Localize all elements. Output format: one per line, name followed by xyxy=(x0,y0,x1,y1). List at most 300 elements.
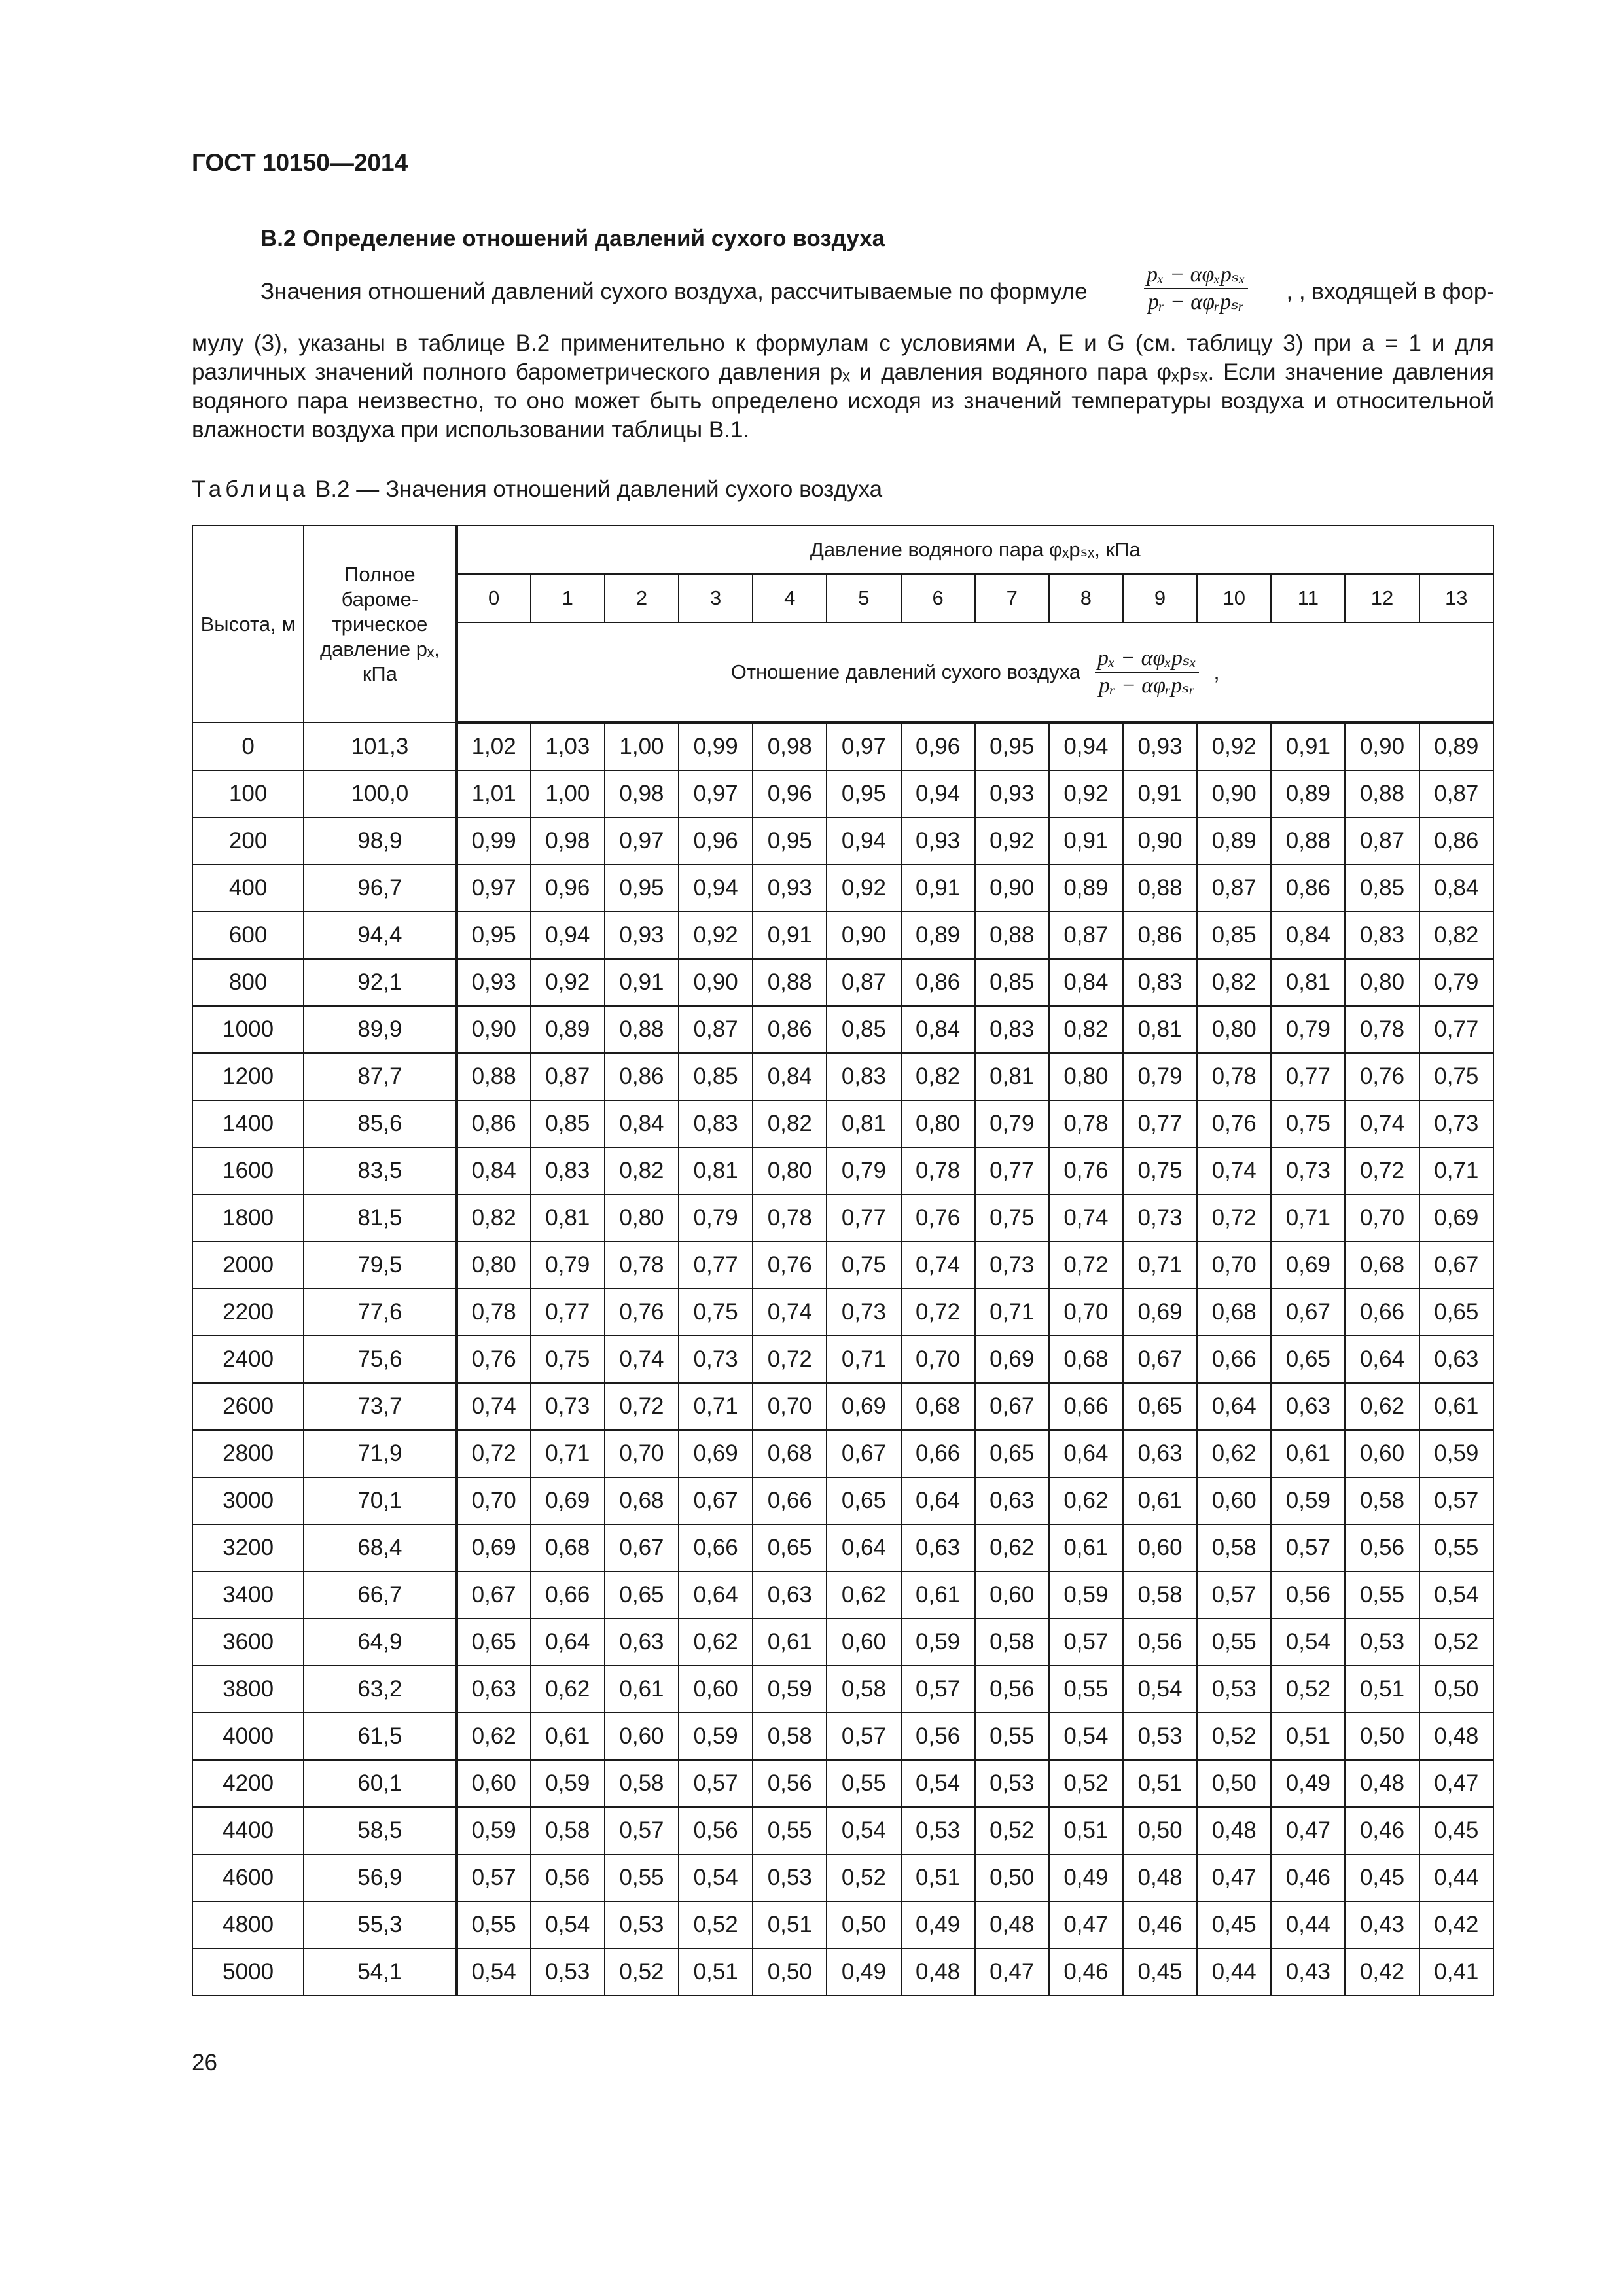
ratio-cell: 0,99 xyxy=(457,817,531,865)
ratio-cell: 0,57 xyxy=(901,1666,975,1713)
total-pressure-cell: 58,5 xyxy=(304,1807,456,1854)
ratio-cell: 0,48 xyxy=(1345,1760,1419,1807)
height-cell: 800 xyxy=(192,959,304,1006)
ratio-cell: 0,78 xyxy=(1197,1053,1271,1100)
ratio-cell: 0,58 xyxy=(975,1619,1049,1666)
ratio-cell: 0,76 xyxy=(901,1194,975,1242)
total-pressure-cell: 79,5 xyxy=(304,1242,456,1289)
ratio-cell: 0,78 xyxy=(1049,1100,1123,1147)
ratio-cell: 0,52 xyxy=(605,1948,679,1996)
ratio-cell: 0,70 xyxy=(901,1336,975,1383)
height-cell: 3600 xyxy=(192,1619,304,1666)
table-row xyxy=(192,1289,1493,1336)
ratio-cell: 0,45 xyxy=(1197,1901,1271,1948)
ratio-cell: 0,85 xyxy=(1197,912,1271,959)
ratio-cell: 0,93 xyxy=(1123,723,1197,770)
ratio-cell: 0,87 xyxy=(1197,865,1271,912)
height-cell: 4000 xyxy=(192,1713,304,1760)
ratio-cell: 0,69 xyxy=(531,1477,605,1524)
ratio-cell: 0,81 xyxy=(827,1100,901,1147)
ratio-cell: 0,65 xyxy=(753,1524,827,1571)
ratio-formula xyxy=(1095,645,1199,699)
height-cell: 4200 xyxy=(192,1760,304,1807)
table-row xyxy=(192,770,1493,817)
vapor-pressure-header-cell: 9 xyxy=(1123,574,1197,622)
ratio-cell: 0,52 xyxy=(1197,1713,1271,1760)
ratio-cell: 0,75 xyxy=(827,1242,901,1289)
table-row xyxy=(192,1619,1493,1666)
ratio-cell: 0,78 xyxy=(753,1194,827,1242)
ratio-cell: 0,90 xyxy=(975,865,1049,912)
total-pressure-cell: 92,1 xyxy=(304,959,456,1006)
ratio-cell: 0,55 xyxy=(1049,1666,1123,1713)
total-pressure-cell: 60,1 xyxy=(304,1760,456,1807)
ratio-cell: 0,82 xyxy=(1049,1006,1123,1053)
ratio-cell: 0,82 xyxy=(1419,912,1493,959)
table-row xyxy=(192,912,1493,959)
ratio-cell: 0,79 xyxy=(1271,1006,1345,1053)
ratio-cell: 0,68 xyxy=(1049,1336,1123,1383)
ratio-cell: 0,63 xyxy=(1271,1383,1345,1430)
ratio-cell: 0,65 xyxy=(457,1619,531,1666)
ratio-cell: 0,57 xyxy=(679,1760,753,1807)
ratio-cell: 0,58 xyxy=(753,1713,827,1760)
ratio-cell: 0,82 xyxy=(901,1053,975,1100)
ratio-cell: 0,66 xyxy=(679,1524,753,1571)
ratio-cell: 0,83 xyxy=(679,1100,753,1147)
ratio-cell: 0,92 xyxy=(1197,723,1271,770)
total-pressure-cell: 55,3 xyxy=(304,1901,456,1948)
ratio-cell: 0,66 xyxy=(1049,1383,1123,1430)
ratio-cell: 0,73 xyxy=(1419,1100,1493,1147)
ratio-cell: 0,60 xyxy=(457,1760,531,1807)
ratio-cell: 0,45 xyxy=(1345,1854,1419,1901)
ratio-cell: 0,77 xyxy=(1123,1100,1197,1147)
ratio-cell: 0,57 xyxy=(1271,1524,1345,1571)
ratio-cell: 0,83 xyxy=(1345,912,1419,959)
header-total-pressure: Полное бароме-трическое давление pₓ, кПа xyxy=(304,526,456,723)
ratio-cell: 0,54 xyxy=(901,1760,975,1807)
ratio-cell: 0,86 xyxy=(901,959,975,1006)
height-cell: 2400 xyxy=(192,1336,304,1383)
vapor-pressure-header-cell: 13 xyxy=(1419,574,1493,622)
ratio-cell: 0,52 xyxy=(679,1901,753,1948)
ratio-cell: 0,60 xyxy=(975,1571,1049,1619)
ratio-cell: 0,80 xyxy=(605,1194,679,1242)
ratio-cell: 0,78 xyxy=(457,1289,531,1336)
ratio-cell: 0,67 xyxy=(457,1571,531,1619)
ratio-cell: 0,62 xyxy=(1345,1383,1419,1430)
ratio-cell: 0,62 xyxy=(457,1713,531,1760)
ratio-cell: 0,92 xyxy=(679,912,753,959)
ratio-cell: 0,89 xyxy=(901,912,975,959)
ratio-cell: 0,47 xyxy=(1271,1807,1345,1854)
ratio-cell: 0,76 xyxy=(1345,1053,1419,1100)
ratio-cell: 0,48 xyxy=(975,1901,1049,1948)
ratio-cell: 0,62 xyxy=(975,1524,1049,1571)
ratio-cell: 0,67 xyxy=(1271,1289,1345,1336)
ratio-cell: 0,68 xyxy=(1345,1242,1419,1289)
ratio-cell: 0,69 xyxy=(827,1383,901,1430)
ratio-cell: 0,95 xyxy=(457,912,531,959)
ratio-cell: 0,45 xyxy=(1123,1948,1197,1996)
ratio-cell: 0,62 xyxy=(827,1571,901,1619)
height-cell: 3400 xyxy=(192,1571,304,1619)
ratio-cell: 0,76 xyxy=(1049,1147,1123,1194)
ratio-cell: 0,57 xyxy=(1419,1477,1493,1524)
ratio-cell: 0,87 xyxy=(1049,912,1123,959)
ratio-cell: 0,98 xyxy=(605,770,679,817)
table-row xyxy=(192,817,1493,865)
table-row xyxy=(192,959,1493,1006)
vapor-pressure-header-cell: 6 xyxy=(901,574,975,622)
ratio-cell: 0,65 xyxy=(1123,1383,1197,1430)
ratio-cell: 0,85 xyxy=(975,959,1049,1006)
height-cell: 3800 xyxy=(192,1666,304,1713)
ratio-cell: 0,64 xyxy=(679,1571,753,1619)
ratio-cell: 0,67 xyxy=(679,1477,753,1524)
ratio-cell: 0,66 xyxy=(753,1477,827,1524)
ratio-cell: 0,84 xyxy=(1419,865,1493,912)
ratio-cell: 0,89 xyxy=(1049,865,1123,912)
ratio-cell: 0,90 xyxy=(1197,770,1271,817)
ratio-numerator: pₓ − αφₓpₛₓ xyxy=(1095,645,1199,673)
ratio-cell: 0,77 xyxy=(827,1194,901,1242)
ratio-cell: 0,98 xyxy=(753,723,827,770)
header-height: Высота, м xyxy=(192,526,304,723)
ratio-cell: 0,52 xyxy=(827,1854,901,1901)
pressure-ratio-table xyxy=(192,525,1494,1996)
ratio-cell: 0,71 xyxy=(679,1383,753,1430)
ratio-cell: 0,96 xyxy=(753,770,827,817)
ratio-suffix: , xyxy=(1213,659,1220,685)
ratio-cell: 0,86 xyxy=(1123,912,1197,959)
ratio-cell: 0,55 xyxy=(753,1807,827,1854)
table-row xyxy=(192,1053,1493,1100)
ratio-cell: 0,58 xyxy=(531,1807,605,1854)
ratio-cell: 0,79 xyxy=(1123,1053,1197,1100)
ratio-cell: 0,48 xyxy=(1197,1807,1271,1854)
ratio-cell: 0,84 xyxy=(753,1053,827,1100)
height-cell: 0 xyxy=(192,723,304,770)
vapor-pressure-header-cell: 12 xyxy=(1345,574,1419,622)
ratio-cell: 0,72 xyxy=(753,1336,827,1383)
ratio-cell: 0,57 xyxy=(1049,1619,1123,1666)
ratio-cell: 1,02 xyxy=(457,723,531,770)
total-pressure-cell: 98,9 xyxy=(304,817,456,865)
ratio-cell: 0,97 xyxy=(457,865,531,912)
height-cell: 4400 xyxy=(192,1807,304,1854)
ratio-cell: 0,69 xyxy=(1271,1242,1345,1289)
ratio-cell: 0,54 xyxy=(1271,1619,1345,1666)
document-header: ГОСТ 10150—2014 xyxy=(192,149,408,176)
ratio-cell: 0,62 xyxy=(1197,1430,1271,1477)
height-cell: 2800 xyxy=(192,1430,304,1477)
ratio-cell: 0,97 xyxy=(679,770,753,817)
ratio-cell: 0,74 xyxy=(1049,1194,1123,1242)
ratio-cell: 0,59 xyxy=(1049,1571,1123,1619)
ratio-cell: 0,73 xyxy=(1271,1147,1345,1194)
ratio-cell: 0,86 xyxy=(605,1053,679,1100)
ratio-cell: 0,67 xyxy=(975,1383,1049,1430)
ratio-cell: 0,88 xyxy=(457,1053,531,1100)
total-pressure-cell: 100,0 xyxy=(304,770,456,817)
ratio-cell: 0,48 xyxy=(1123,1854,1197,1901)
ratio-cell: 0,53 xyxy=(975,1760,1049,1807)
ratio-cell: 0,91 xyxy=(605,959,679,1006)
ratio-cell: 0,56 xyxy=(1123,1619,1197,1666)
ratio-cell: 0,50 xyxy=(827,1901,901,1948)
ratio-cell: 0,65 xyxy=(1271,1336,1345,1383)
ratio-cell: 0,43 xyxy=(1271,1948,1345,1996)
ratio-cell: 0,54 xyxy=(1419,1571,1493,1619)
ratio-cell: 0,84 xyxy=(1049,959,1123,1006)
ratio-cell: 0,61 xyxy=(753,1619,827,1666)
ratio-cell: 0,53 xyxy=(1345,1619,1419,1666)
ratio-cell: 0,78 xyxy=(901,1147,975,1194)
ratio-cell: 0,57 xyxy=(1197,1571,1271,1619)
ratio-cell: 1,03 xyxy=(531,723,605,770)
total-pressure-cell: 89,9 xyxy=(304,1006,456,1053)
ratio-cell: 0,76 xyxy=(457,1336,531,1383)
ratio-cell: 0,68 xyxy=(1197,1289,1271,1336)
ratio-cell: 0,74 xyxy=(901,1242,975,1289)
ratio-cell: 0,50 xyxy=(975,1854,1049,1901)
ratio-cell: 0,47 xyxy=(975,1948,1049,1996)
ratio-cell: 0,94 xyxy=(901,770,975,817)
ratio-cell: 0,59 xyxy=(531,1760,605,1807)
ratio-cell: 0,55 xyxy=(1345,1571,1419,1619)
section-title: В.2 Определение отношений давлений сухого воздуха xyxy=(260,226,885,251)
ratio-cell: 0,61 xyxy=(605,1666,679,1713)
ratio-cell: 0,96 xyxy=(531,865,605,912)
ratio-cell: 0,94 xyxy=(1049,723,1123,770)
ratio-cell: 0,65 xyxy=(605,1571,679,1619)
ratio-cell: 0,85 xyxy=(679,1053,753,1100)
intro-paragraph: мулу (3), указаны в таблице В.2 применительно к формулам с условиями A, E и G (см. таблицу 3) при a = 1 и для различных значений полного барометрического давления pₓ и давления водяного пара φₓpₛₓ. Если значение давления водяного пара неизвестно, то оно может быть определено исходя из значений температуры воздуха и относительной влажности воздуха при использовании таблицы В.1. xyxy=(192,331,1494,442)
total-pressure-cell: 56,9 xyxy=(304,1854,456,1901)
ratio-cell: 0,72 xyxy=(1345,1147,1419,1194)
ratio-cell: 0,50 xyxy=(1419,1666,1493,1713)
ratio-cell: 0,67 xyxy=(1419,1242,1493,1289)
ratio-cell: 0,77 xyxy=(975,1147,1049,1194)
table-body xyxy=(192,723,1493,1996)
total-pressure-cell: 96,7 xyxy=(304,865,456,912)
ratio-cell: 0,95 xyxy=(975,723,1049,770)
intro-formula xyxy=(1144,262,1248,315)
ratio-cell: 0,50 xyxy=(1345,1713,1419,1760)
ratio-cell: 0,72 xyxy=(1049,1242,1123,1289)
ratio-cell: 0,87 xyxy=(1419,770,1493,817)
ratio-cell: 0,62 xyxy=(1049,1477,1123,1524)
ratio-cell: 0,75 xyxy=(531,1336,605,1383)
ratio-cell: 0,93 xyxy=(605,912,679,959)
ratio-cell: 0,82 xyxy=(457,1194,531,1242)
ratio-cell: 0,58 xyxy=(1197,1524,1271,1571)
ratio-cell: 0,75 xyxy=(975,1194,1049,1242)
table-row xyxy=(192,1147,1493,1194)
vapor-pressure-header-cell: 10 xyxy=(1197,574,1271,622)
ratio-cell: 0,83 xyxy=(827,1053,901,1100)
ratio-cell: 0,50 xyxy=(1123,1807,1197,1854)
table-row xyxy=(192,1666,1493,1713)
ratio-cell: 0,69 xyxy=(457,1524,531,1571)
height-cell: 600 xyxy=(192,912,304,959)
ratio-cell: 0,70 xyxy=(1345,1194,1419,1242)
vapor-pressure-header-cell: 7 xyxy=(975,574,1049,622)
vapor-pressure-header-cell: 1 xyxy=(531,574,605,622)
height-cell: 1800 xyxy=(192,1194,304,1242)
ratio-cell: 0,81 xyxy=(531,1194,605,1242)
ratio-cell: 0,58 xyxy=(1345,1477,1419,1524)
ratio-cell: 0,52 xyxy=(975,1807,1049,1854)
ratio-denominator: pᵣ − αφᵣpₛᵣ xyxy=(1098,673,1196,698)
ratio-cell: 0,80 xyxy=(1049,1053,1123,1100)
table-row xyxy=(192,1571,1493,1619)
ratio-cell: 0,54 xyxy=(531,1901,605,1948)
ratio-cell: 0,63 xyxy=(1123,1430,1197,1477)
ratio-cell: 0,67 xyxy=(1123,1336,1197,1383)
table-row xyxy=(192,1524,1493,1571)
total-pressure-cell: 66,7 xyxy=(304,1571,456,1619)
ratio-cell: 0,83 xyxy=(1123,959,1197,1006)
ratio-cell: 0,46 xyxy=(1123,1901,1197,1948)
ratio-cell: 0,59 xyxy=(1271,1477,1345,1524)
ratio-cell: 0,92 xyxy=(1049,770,1123,817)
table-row xyxy=(192,1006,1493,1053)
ratio-cell: 0,52 xyxy=(1419,1619,1493,1666)
ratio-cell: 0,77 xyxy=(1419,1006,1493,1053)
ratio-cell: 0,53 xyxy=(753,1854,827,1901)
ratio-cell: 0,90 xyxy=(679,959,753,1006)
ratio-cell: 0,75 xyxy=(1123,1147,1197,1194)
ratio-cell: 0,69 xyxy=(1419,1194,1493,1242)
intro-text-after-formula: , , входящей в фор- xyxy=(1286,279,1494,304)
ratio-cell: 0,84 xyxy=(605,1100,679,1147)
ratio-cell: 0,44 xyxy=(1419,1854,1493,1901)
ratio-cell: 0,96 xyxy=(901,723,975,770)
ratio-cell: 0,87 xyxy=(679,1006,753,1053)
ratio-cell: 0,44 xyxy=(1271,1901,1345,1948)
ratio-cell: 0,93 xyxy=(457,959,531,1006)
ratio-cell: 0,81 xyxy=(1271,959,1345,1006)
ratio-cell: 0,77 xyxy=(531,1289,605,1336)
height-cell: 200 xyxy=(192,817,304,865)
table-caption-text: В.2 — Значения отношений давлений сухого воздуха xyxy=(315,476,883,502)
vapor-pressure-header-cell: 0 xyxy=(457,574,531,622)
ratio-cell: 0,48 xyxy=(1419,1713,1493,1760)
ratio-cell: 0,70 xyxy=(605,1430,679,1477)
ratio-cell: 0,50 xyxy=(1197,1760,1271,1807)
ratio-cell: 0,90 xyxy=(827,912,901,959)
intro-formula-numerator: pₓ − αφₓpₛₓ xyxy=(1144,262,1248,289)
ratio-cell: 0,90 xyxy=(457,1006,531,1053)
ratio-cell: 0,80 xyxy=(457,1242,531,1289)
ratio-cell: 0,76 xyxy=(1197,1100,1271,1147)
table-row xyxy=(192,1100,1493,1147)
ratio-cell: 0,64 xyxy=(1345,1336,1419,1383)
ratio-cell: 0,63 xyxy=(457,1666,531,1713)
ratio-cell: 0,59 xyxy=(457,1807,531,1854)
ratio-cell: 0,60 xyxy=(605,1713,679,1760)
ratio-cell: 0,88 xyxy=(605,1006,679,1053)
ratio-cell: 0,72 xyxy=(901,1289,975,1336)
ratio-cell: 0,53 xyxy=(1197,1666,1271,1713)
ratio-cell: 0,63 xyxy=(1419,1336,1493,1383)
ratio-cell: 0,53 xyxy=(1123,1713,1197,1760)
ratio-cell: 0,58 xyxy=(605,1760,679,1807)
ratio-cell: 0,61 xyxy=(1049,1524,1123,1571)
ratio-cell: 1,00 xyxy=(605,723,679,770)
ratio-cell: 0,68 xyxy=(753,1430,827,1477)
header-ratio xyxy=(457,622,1493,723)
total-pressure-cell: 77,6 xyxy=(304,1289,456,1336)
ratio-cell: 0,67 xyxy=(605,1524,679,1571)
ratio-cell: 0,62 xyxy=(531,1666,605,1713)
ratio-cell: 0,66 xyxy=(901,1430,975,1477)
ratio-cell: 0,63 xyxy=(975,1477,1049,1524)
header-vapor-pressure-group: Давление водяного пара φₓpₛₓ, кПа xyxy=(457,526,1493,574)
vapor-pressure-header-cell: 2 xyxy=(605,574,679,622)
total-pressure-cell: 87,7 xyxy=(304,1053,456,1100)
ratio-cell: 0,43 xyxy=(1345,1901,1419,1948)
ratio-cell: 0,95 xyxy=(827,770,901,817)
ratio-cell: 0,80 xyxy=(901,1100,975,1147)
ratio-cell: 0,94 xyxy=(679,865,753,912)
ratio-cell: 0,97 xyxy=(605,817,679,865)
ratio-cell: 0,55 xyxy=(457,1901,531,1948)
table-row xyxy=(192,1807,1493,1854)
intro-text-before-formula: Значения отношений давлений сухого воздуха, рассчитываемые по формуле xyxy=(260,279,1088,304)
total-pressure-cell: 61,5 xyxy=(304,1713,456,1760)
ratio-cell: 0,64 xyxy=(827,1524,901,1571)
total-pressure-cell: 63,2 xyxy=(304,1666,456,1713)
ratio-cell: 0,80 xyxy=(1197,1006,1271,1053)
height-cell: 2000 xyxy=(192,1242,304,1289)
ratio-cell: 0,83 xyxy=(531,1147,605,1194)
ratio-cell: 0,56 xyxy=(1271,1571,1345,1619)
ratio-cell: 0,52 xyxy=(1049,1760,1123,1807)
ratio-cell: 0,57 xyxy=(457,1854,531,1901)
ratio-cell: 0,63 xyxy=(753,1571,827,1619)
ratio-cell: 0,93 xyxy=(753,865,827,912)
height-cell: 1400 xyxy=(192,1100,304,1147)
table-row xyxy=(192,1430,1493,1477)
ratio-cell: 0,49 xyxy=(827,1948,901,1996)
ratio-cell: 0,60 xyxy=(1345,1430,1419,1477)
table-row xyxy=(192,1194,1493,1242)
ratio-cell: 0,51 xyxy=(679,1948,753,1996)
total-pressure-cell: 68,4 xyxy=(304,1524,456,1571)
ratio-cell: 0,54 xyxy=(679,1854,753,1901)
ratio-cell: 0,49 xyxy=(1271,1760,1345,1807)
ratio-cell: 0,51 xyxy=(1271,1713,1345,1760)
ratio-cell: 0,85 xyxy=(531,1100,605,1147)
ratio-cell: 0,70 xyxy=(457,1477,531,1524)
total-pressure-cell: 81,5 xyxy=(304,1194,456,1242)
ratio-cell: 0,88 xyxy=(1123,865,1197,912)
ratio-cell: 0,64 xyxy=(1197,1383,1271,1430)
ratio-cell: 0,47 xyxy=(1419,1760,1493,1807)
ratio-cell: 0,42 xyxy=(1419,1901,1493,1948)
ratio-cell: 0,69 xyxy=(1123,1289,1197,1336)
ratio-cell: 0,92 xyxy=(827,865,901,912)
height-cell: 1600 xyxy=(192,1147,304,1194)
ratio-cell: 0,81 xyxy=(975,1053,1049,1100)
ratio-cell: 0,61 xyxy=(1419,1383,1493,1430)
ratio-cell: 0,88 xyxy=(1345,770,1419,817)
ratio-cell: 0,89 xyxy=(1271,770,1345,817)
